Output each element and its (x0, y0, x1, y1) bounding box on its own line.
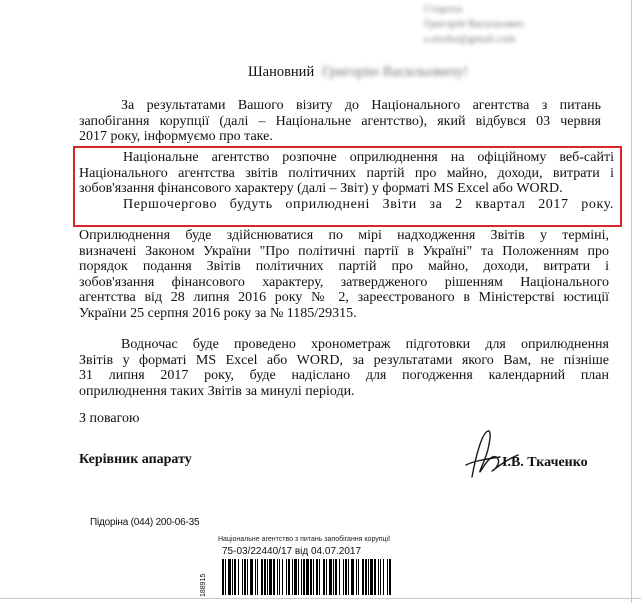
addressee-email: s.stroho@gmail.com (424, 33, 516, 45)
text-line: Звітів у форматі MS Excel або WORD, за результатами якого Вам, не пізніше (79, 352, 609, 368)
text-line: визначені Законом України "Про політичні партії в Україні" та Положенням про (79, 243, 609, 259)
signer-position: Керівник апарату (79, 452, 192, 467)
addressee-block (424, 2, 524, 47)
text-line: 31 липня 2017 року, буде надіслано для погодження календарний план (79, 368, 609, 383)
signer-name: І.В. Ткаченко (502, 455, 588, 470)
text-line: Водночас буде проведено хронометраж підготовки для оприлюднення (121, 337, 609, 352)
paragraph-visit (79, 98, 601, 145)
salutation-prefix: Шановний (248, 64, 315, 80)
handwritten-signature (452, 425, 522, 480)
text-line: Національного агентства звітів політичних партій про майно, доходи, витрати і (79, 165, 614, 181)
text-line: За результатами Вашого візиту до Національного агентства з питань (121, 98, 601, 113)
text-line: запобігання корупції (далі – Національне агентство), який відбувся 03 червня (79, 113, 601, 129)
closing-regards: З повагою (79, 411, 140, 426)
text-line: зобов'язання фінансового характеру, затвердженого рішенням Національного (79, 274, 609, 290)
text-line: України 25 серпня 2016 року за № 1185/29315. (79, 305, 357, 321)
paragraph-law (79, 228, 609, 321)
stamp-agency: Національне агентство з питань запобігання корупції (218, 536, 391, 543)
paragraph-publication (79, 150, 614, 212)
barcode (222, 559, 392, 595)
text-line: Національне агентство розпочне оприлюднення на офіційному веб-сайті (123, 150, 614, 165)
text-line: 2017 року, інформуємо про таке. (79, 129, 273, 144)
registration-number: 75-03/22440/17 від 04.07.2017 (222, 546, 362, 557)
page-edge-bottom (0, 598, 641, 599)
text-line: агентства від 28 липня 2016 року № 2, зареєстрованого в Міністерстві юстиції (79, 290, 609, 305)
salutation-name: Григорію Васильовичу! (321, 64, 469, 80)
addressee-surname: Староха (424, 3, 462, 15)
contact-phone: Підоріна (044) 200-06-35 (90, 517, 200, 528)
barcode-number: 188915 (200, 573, 207, 597)
salutation (248, 64, 468, 81)
text-line: Першочергово будуть оприлюднені Звіти за 2 квартал 2017 року. (123, 196, 614, 212)
text-line: оприлюднення таких Звітів за минулі періоди. (79, 383, 355, 399)
paragraph-timing (79, 337, 609, 399)
text-line: зобов'язання фінансового характеру (далі – Звіт) у форматі MS Excel або WORD. (79, 181, 563, 196)
page-edge-right (631, 0, 632, 603)
text-line: Оприлюднення буде здійснюватися по мірі надходження Звітів у терміні, (79, 228, 609, 243)
addressee-name: Григорій Васильович (424, 18, 524, 30)
text-line: порядок подання Звітів політичних партій про майно, доходи, витрати і (79, 259, 609, 274)
